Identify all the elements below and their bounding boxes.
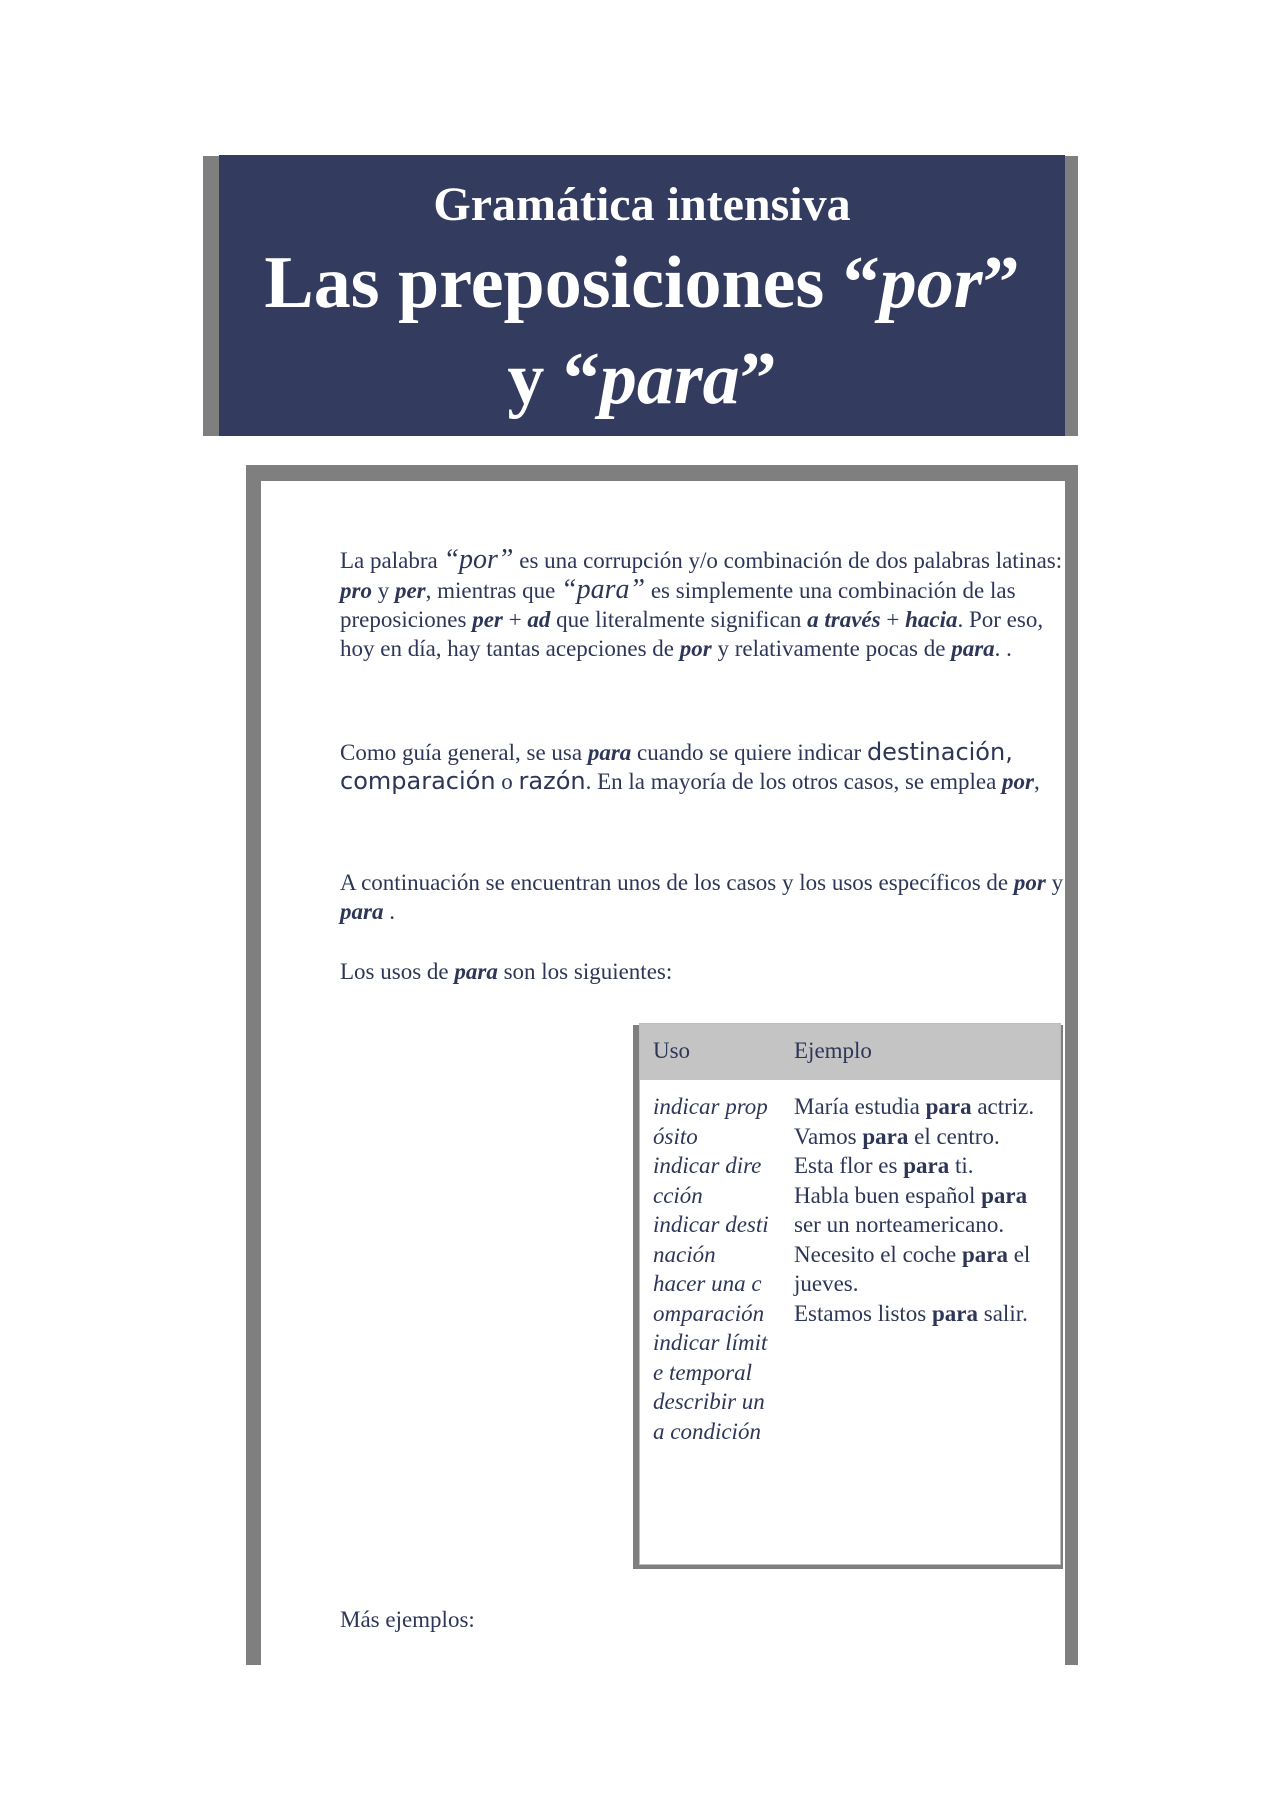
- term: a través: [807, 607, 881, 632]
- text: . En la mayoría de los otros casos, se emplea: [585, 769, 1003, 794]
- quote-por: “por”: [443, 544, 514, 575]
- text: es simplemente una combinación de las preposiciones: [340, 578, 1016, 632]
- term: para: [903, 1153, 950, 1178]
- header-subtitle: Gramática intensiva: [433, 178, 851, 231]
- text: el jueves.: [794, 1241, 1031, 1296]
- text: salir.: [978, 1300, 1028, 1326]
- term: para: [587, 740, 632, 765]
- text: y: [371, 578, 395, 603]
- term: por: [679, 636, 712, 661]
- term: hacia: [905, 607, 958, 632]
- content-frame-top: [246, 465, 1078, 481]
- term: pro: [340, 578, 372, 603]
- text: Vamos: [794, 1123, 863, 1149]
- ejemplo-item: [794, 1299, 1052, 1329]
- term: para: [340, 899, 384, 924]
- intro-paragraph-3: [340, 868, 1065, 926]
- usage-table: [639, 1023, 1061, 1565]
- text: . Por eso, hoy en día, hay tantas acepciones de: [340, 607, 1044, 661]
- text: cuando se quiere indicar: [631, 740, 867, 765]
- term: por: [1002, 769, 1034, 794]
- title-text-1: Las preposiciones “: [264, 242, 880, 324]
- quote-para: “para”: [561, 574, 646, 605]
- uso-item: indicar propósito: [653, 1094, 768, 1149]
- term: para: [932, 1300, 979, 1326]
- uso-item: indicar destinación: [653, 1212, 769, 1267]
- term: para: [951, 636, 995, 661]
- ejemplo-item: [794, 1092, 1052, 1122]
- ejemplo-item: [794, 1151, 1052, 1181]
- text: . .: [994, 636, 1012, 661]
- text: Necesito el coche: [794, 1241, 962, 1267]
- term: por: [1013, 870, 1046, 895]
- title-text-4: ”: [739, 338, 777, 420]
- text: María estudia: [794, 1094, 926, 1119]
- text: el centro.: [908, 1123, 1000, 1149]
- text: ti.: [949, 1153, 974, 1178]
- text: Como guía general, se usa: [340, 740, 588, 765]
- intro-paragraph-1: [340, 545, 1065, 663]
- text: Estamos listos: [794, 1300, 933, 1326]
- text: que literalmente significan: [550, 607, 808, 632]
- header-banner: [219, 155, 1065, 436]
- header-title: [219, 235, 1065, 427]
- title-para: para: [599, 338, 740, 420]
- term: para: [981, 1182, 1028, 1208]
- text: +: [502, 607, 528, 632]
- header-uso: Uso: [653, 1038, 691, 1063]
- term: ad: [527, 607, 551, 632]
- term: per: [394, 578, 426, 603]
- term: para: [961, 1241, 1008, 1267]
- text: +: [880, 607, 906, 632]
- text: Habla buen español: [794, 1182, 982, 1208]
- text: La palabra: [340, 548, 444, 573]
- text: o: [495, 769, 519, 794]
- text: ser un norteamericano.: [794, 1212, 1005, 1237]
- title-por: por: [879, 242, 983, 324]
- intro-paragraph-4: [340, 957, 1065, 986]
- title-text-2: ”: [982, 242, 1020, 324]
- uso-column: [653, 1092, 771, 1446]
- term: para: [925, 1094, 972, 1119]
- text: son los siguientes:: [497, 959, 673, 984]
- table-header: [640, 1024, 1060, 1080]
- text: Los usos de: [340, 959, 455, 984]
- term: para: [454, 959, 498, 984]
- ejemplo-column: [794, 1092, 1052, 1328]
- text: ,: [1034, 769, 1040, 794]
- term-sans: destinación, comparación: [340, 738, 1013, 795]
- text: y relativamente pocas de: [711, 636, 952, 661]
- text: actriz.: [971, 1094, 1035, 1119]
- intro-paragraph-2: [340, 738, 1065, 796]
- ejemplo-item: [794, 1181, 1052, 1240]
- text: .: [383, 899, 395, 924]
- uso-item: indicar dirección: [653, 1153, 762, 1208]
- header-ejemplo: Ejemplo: [794, 1038, 872, 1063]
- term: para: [862, 1123, 909, 1149]
- text: y: [1045, 870, 1064, 895]
- uso-item: indicar límite temporal: [653, 1330, 768, 1385]
- content-frame-left: [246, 465, 261, 1665]
- text: , mientras que: [425, 578, 562, 603]
- text: Esta flor es: [794, 1153, 904, 1178]
- ejemplo-item: [794, 1122, 1052, 1152]
- text: A continuación se encuentran unos de los casos y los usos específicos de: [340, 870, 1014, 895]
- content-frame-right: [1065, 465, 1078, 1665]
- uso-item: describir una condición: [653, 1389, 765, 1444]
- term: per: [472, 607, 503, 632]
- text: es una corrupción y/o combinación de dos palabras latinas:: [513, 548, 1063, 573]
- ejemplo-item: [794, 1240, 1052, 1299]
- uso-item: hacer una comparación: [653, 1271, 765, 1326]
- title-text-3: y “: [507, 338, 600, 420]
- term-sans: razón: [518, 767, 586, 795]
- more-examples-label: Más ejemplos:: [340, 1607, 475, 1632]
